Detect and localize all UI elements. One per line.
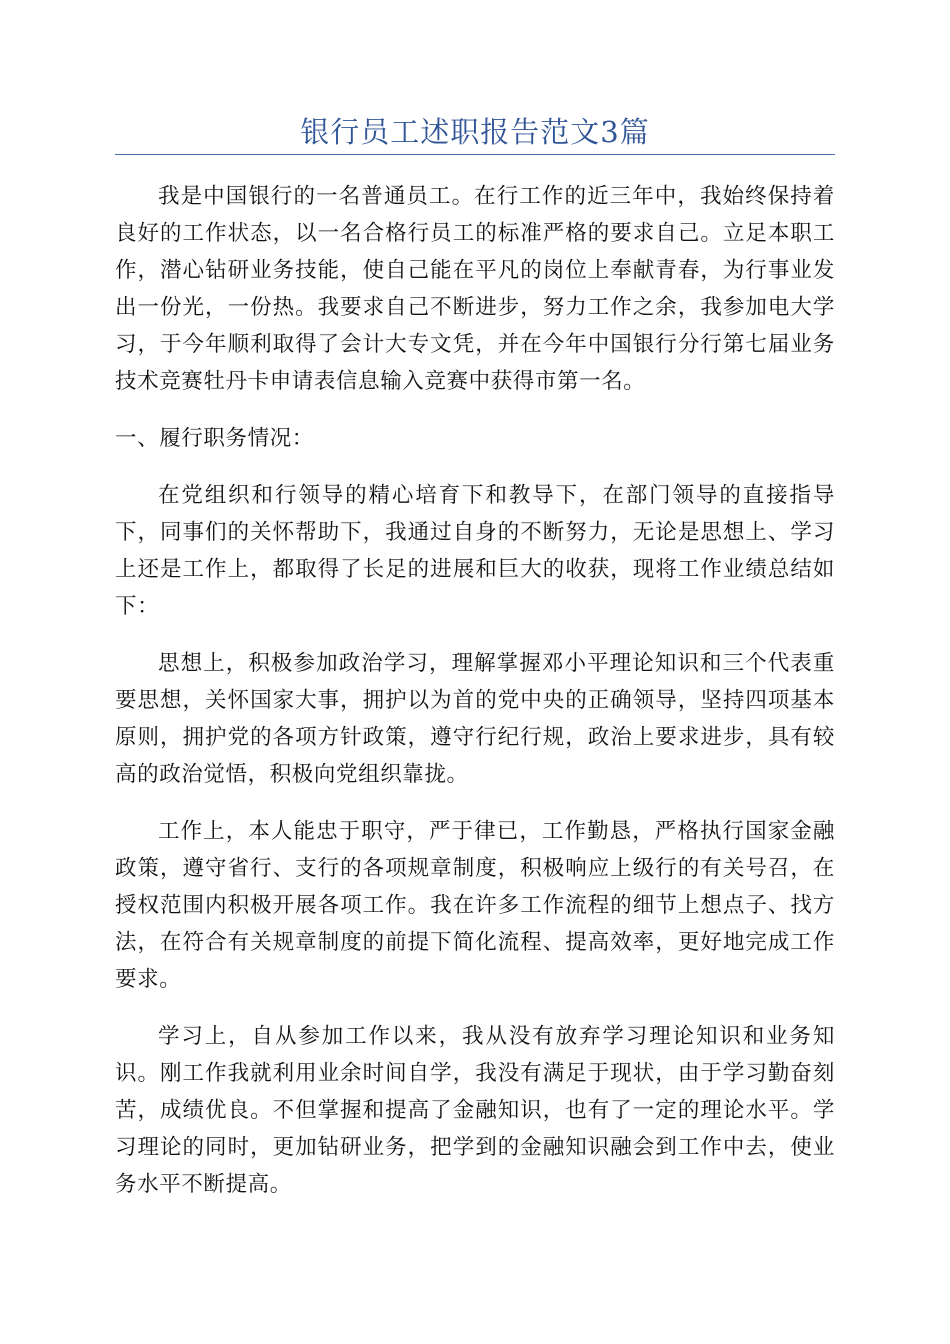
title-underline	[115, 154, 835, 155]
document-title: 银行员工述职报告范文3篇	[300, 115, 650, 149]
paragraph-overview: 在党组织和行领导的精心培育下和教导下，在部门领导的直接指导下，同事们的关怀帮助下，我通过自身的不断努力，无论是思想上、学习上还是工作上，都取得了长足的进展和巨大的收获，现将工作业绩总结如下：	[115, 483, 835, 619]
paragraph-ideology: 思想上，积极参加政治学习，理解掌握邓小平理论知识和三个代表重要思想，关怀国家大事，拥护以为首的党中央的正确领导，坚持四项基本原则，拥护党的各项方针政策，遵守行纪行规，政治上要求进步，具有较高的政治觉悟，积极向党组织靠拢。	[115, 651, 835, 787]
paragraph-intro: 我是中国银行的一名普通员工。在行工作的近三年中，我始终保持着良好的工作状态，以一名合格行员工的标准严格的要求自己。立足本职工作，潜心钻研业务技能，使自己能在平凡的岗位上奉献青春，为行事业发出一份光，一份热。我要求自己不断进步，努力工作之余，我参加电大学习，于今年顺利取得了会计大专文凭，并在今年中国银行分行第七届业务技术竞赛牡丹卡申请表信息输入竞赛中获得市第一名。	[115, 184, 835, 394]
section-heading-duties: 一、履行职务情况：	[115, 426, 314, 451]
paragraph-work: 工作上，本人能忠于职守，严于律已，工作勤恳，严格执行国家金融政策，遵守省行、支行的各项规章制度，积极响应上级行的有关号召，在授权范围内积极开展各项工作。我在许多工作流程的细节上想点子、找方法，在符合有关规章制度的前提下简化流程、提高效率，更好地完成工作要求。	[115, 819, 835, 992]
paragraph-study: 学习上，自从参加工作以来，我从没有放弃学习理论知识和业务知识。刚工作我就利用业余时间自学，我没有满足于现状，由于学习勤奋刻苦，成绩优良。不但掌握和提高了金融知识，也有了一定的理论水平。学习理论的同时，更加钻研业务，把学到的金融知识融会到工作中去，使业务水平不断提高。	[115, 1024, 835, 1197]
document-body	[115, 178, 835, 1223]
